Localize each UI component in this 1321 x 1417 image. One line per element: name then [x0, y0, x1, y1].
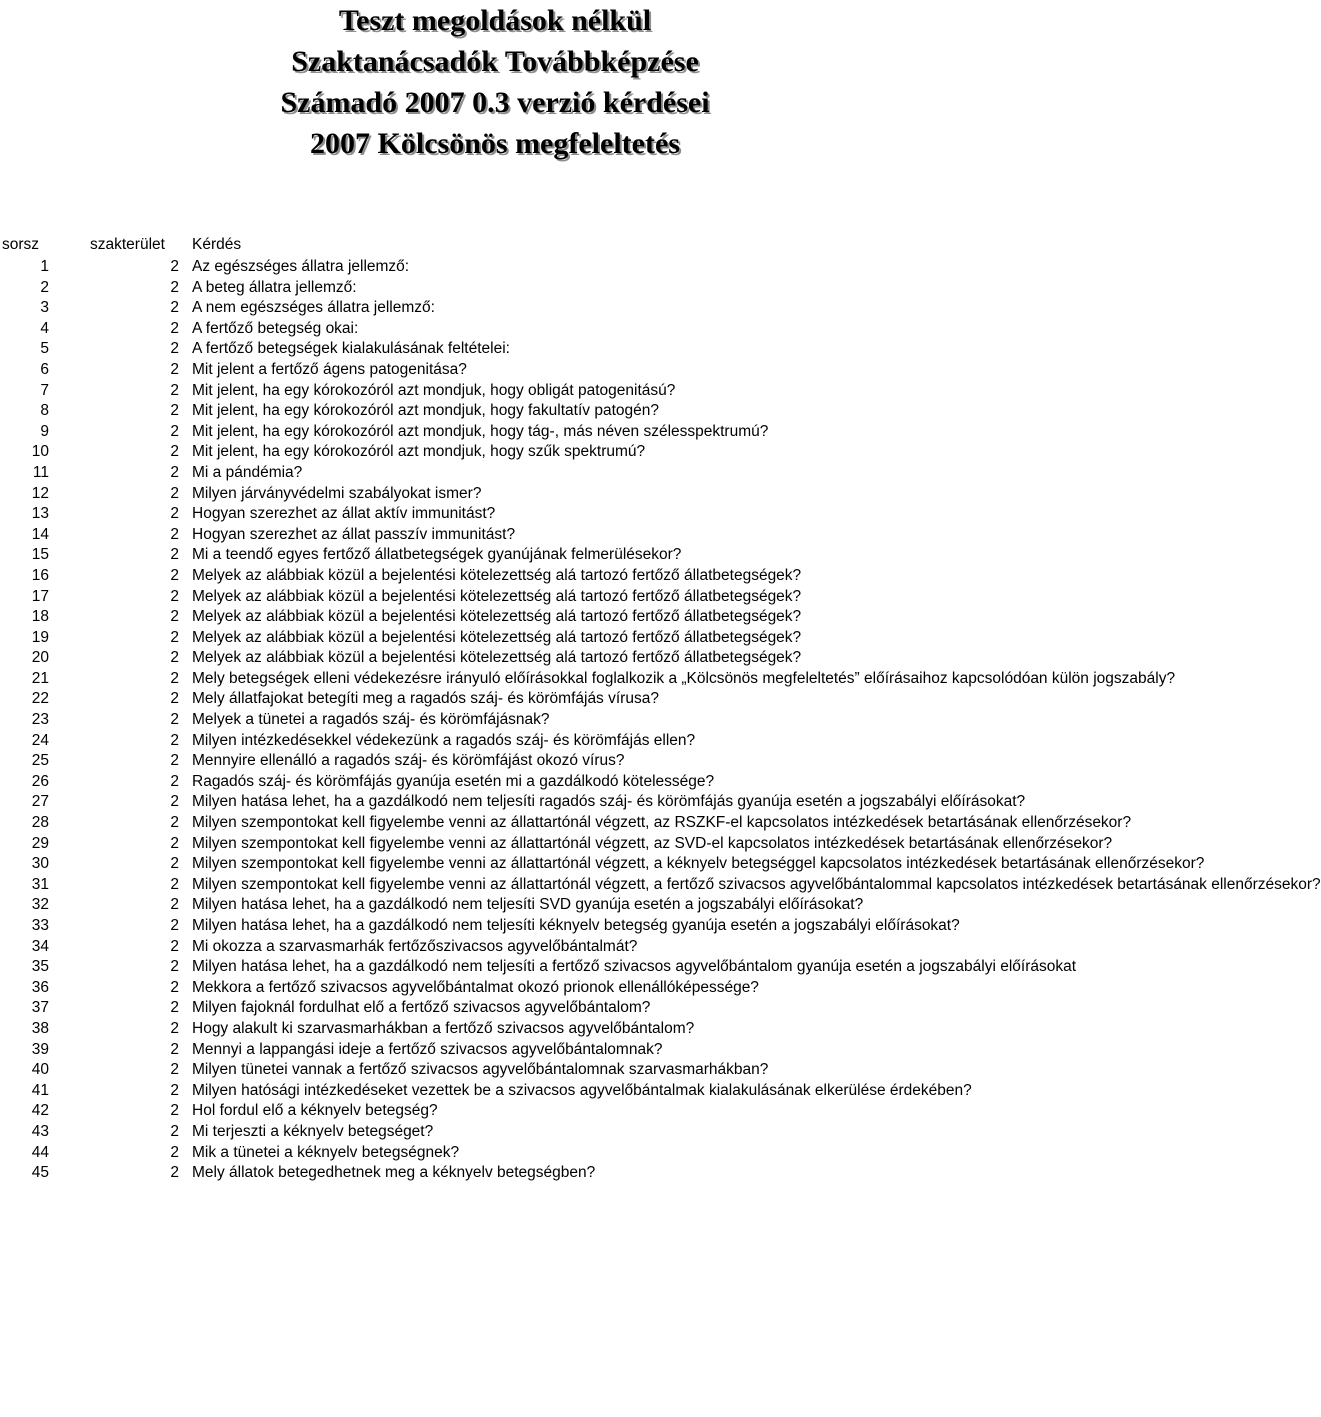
- row-question: Mi okozza a szarvasmarhák fertőzőszivacsos agyvelőbántalmát?: [192, 937, 638, 955]
- table-row: [0, 381, 960, 402]
- row-szakterulet: 2: [170, 360, 179, 378]
- row-szakterulet: 2: [170, 525, 179, 543]
- row-question: Milyen hatása lehet, ha a gazdálkodó nem teljesíti kéknyelv betegség gyanúja esetén a jogszabályi előírásokat?: [192, 917, 960, 934]
- row-question: Mennyi a lappangási ideje a fertőző szivacsos agyvelőbántalomnak?: [192, 1040, 663, 1058]
- table-row: [0, 607, 960, 628]
- table-row: [0, 772, 960, 793]
- row-number: 45: [31, 1164, 49, 1182]
- row-question: Mi a teendő egyes fertőző állatbetegségek gyanújának felmerülésekor?: [192, 546, 682, 564]
- row-szakterulet: 2: [170, 566, 179, 584]
- row-number: 6: [40, 360, 49, 378]
- row-question: Mit jelent a fertőző ágens patogenitása?: [192, 360, 467, 378]
- row-question: Mit jelent, ha egy kórokozóról azt mondjuk, hogy tág-, más néven szélesspektrumú?: [192, 422, 769, 440]
- row-number: 1: [40, 258, 49, 275]
- table-row: [0, 463, 960, 484]
- row-szakterulet: 2: [170, 855, 179, 873]
- table-row: [0, 669, 960, 690]
- table-row: [0, 998, 960, 1019]
- row-number: 36: [31, 978, 49, 996]
- row-question: Ragadós száj- és körömfájás gyanúja esetén mi a gazdálkodó kötelessége?: [192, 772, 715, 790]
- row-szakterulet: 2: [170, 443, 179, 461]
- title-line-2: Szaktanácsadók Továbbképzése: [291, 45, 699, 78]
- row-question: Mik a tünetei a kéknyelv betegségnek?: [192, 1143, 460, 1161]
- row-number: 8: [40, 402, 49, 420]
- row-szakterulet: 2: [170, 505, 179, 523]
- row-number: 22: [31, 690, 49, 708]
- row-number: 4: [40, 319, 49, 337]
- table-row: [0, 916, 960, 937]
- table-row: [0, 895, 960, 916]
- table-row: [0, 813, 960, 834]
- row-number: 32: [31, 896, 49, 914]
- table-row: [0, 339, 960, 360]
- row-szakterulet: 2: [170, 587, 179, 605]
- row-szakterulet: 2: [170, 299, 179, 317]
- row-szakterulet: 2: [170, 422, 179, 440]
- row-question: Milyen szempontokat kell figyelembe venni az állattartónál végzett, a kéknyelv betegséggel kapcsolatos intézkedések betartásának ellenőrzésekor?: [192, 855, 1205, 873]
- row-number: 25: [31, 752, 49, 770]
- row-szakterulet: 2: [170, 608, 179, 626]
- table-header: [0, 235, 960, 255]
- header-kerdes: Kérdés: [192, 236, 242, 253]
- row-number: 14: [31, 525, 49, 543]
- row-szakterulet: 2: [170, 772, 179, 790]
- row-number: 42: [31, 1102, 49, 1120]
- row-question: Mi a pándémia?: [192, 463, 303, 481]
- row-number: 43: [31, 1122, 49, 1140]
- row-question: Melyek az alábbiak közül a bejelentési kötelezettség alá tartozó fertőző állatbetegségek?: [192, 608, 802, 626]
- row-question: Hogyan szerezhet az állat aktív immunitást?: [192, 505, 496, 523]
- table-row: [0, 731, 960, 752]
- row-number: 3: [40, 299, 49, 317]
- row-question: Milyen hatása lehet, ha a gazdálkodó nem teljesíti ragadós száj- és körömfájás gyanúja esetén a jogszabályi előírásokat?: [192, 793, 1026, 811]
- table-row: [0, 1143, 960, 1164]
- row-number: 16: [31, 566, 49, 584]
- title-line-3: Számadó 2007 0.3 verzió kérdései: [280, 86, 710, 119]
- row-number: 41: [31, 1081, 49, 1099]
- row-szakterulet: 2: [170, 834, 179, 852]
- row-szakterulet: 2: [170, 690, 179, 708]
- row-szakterulet: 2: [170, 793, 179, 811]
- row-number: 5: [40, 340, 49, 358]
- table-row: [0, 360, 960, 381]
- row-question: Mekkora a fertőző szivacsos agyvelőbántalmat okozó prionok ellenállóképessége?: [192, 978, 759, 996]
- row-number: 23: [31, 711, 49, 729]
- row-number: 39: [31, 1040, 49, 1058]
- row-szakterulet: 2: [170, 814, 179, 832]
- row-number: 44: [31, 1143, 49, 1161]
- row-number: 15: [31, 546, 49, 564]
- row-question: Milyen tünetei vannak a fertőző szivacsos agyvelőbántalomnak szarvasmarhákban?: [192, 1061, 769, 1079]
- row-szakterulet: 2: [170, 752, 179, 770]
- row-number: 19: [31, 628, 49, 646]
- row-szakterulet: 2: [170, 896, 179, 914]
- row-number: 2: [40, 278, 49, 296]
- table-row: [0, 957, 960, 978]
- row-question: Mit jelent, ha egy kórokozóról azt mondjuk, hogy obligát patogenitású?: [192, 381, 676, 399]
- row-question: Milyen intézkedésekkel védekezünk a ragadós száj- és körömfájás ellen?: [192, 731, 696, 749]
- row-question: Mit jelent, ha egy kórokozóról azt mondjuk, hogy fakultatív patogén?: [192, 402, 659, 420]
- row-number: 33: [31, 917, 49, 934]
- row-szakterulet: 2: [170, 628, 179, 646]
- table-row: [0, 442, 960, 463]
- table-row: [0, 1101, 960, 1122]
- row-szakterulet: 2: [170, 958, 179, 976]
- row-szakterulet: 2: [170, 649, 179, 667]
- row-szakterulet: 2: [170, 875, 179, 893]
- row-szakterulet: 2: [170, 319, 179, 337]
- row-number: 27: [31, 793, 49, 811]
- table-row: [0, 648, 960, 669]
- table-row: [0, 484, 960, 505]
- row-szakterulet: 2: [170, 381, 179, 399]
- row-number: 37: [31, 999, 49, 1017]
- title-line-4: 2007 Kölcsönös megfeleltetés: [310, 127, 680, 160]
- table-row: [0, 587, 960, 608]
- row-number: 18: [31, 608, 49, 626]
- row-number: 30: [31, 855, 49, 873]
- row-szakterulet: 2: [170, 546, 179, 564]
- table-row: [0, 792, 960, 813]
- row-question: Milyen hatása lehet, ha a gazdálkodó nem teljesíti a fertőző szivacsos agyvelőbántalom gyanúja esetén a jogszabályi előírásokat: [192, 958, 1077, 976]
- table-row: [0, 278, 960, 299]
- row-number: 34: [31, 937, 49, 955]
- question-table-body: [0, 257, 1321, 1184]
- table-row: [0, 1122, 960, 1143]
- row-number: 26: [31, 772, 49, 790]
- header-szakterulet: szakterület: [90, 236, 165, 253]
- row-question: Mely állatfajokat betegíti meg a ragadós száj- és körömfájás vírusa?: [192, 690, 659, 708]
- row-szakterulet: 2: [170, 278, 179, 296]
- row-szakterulet: 2: [170, 1040, 179, 1058]
- row-szakterulet: 2: [170, 1122, 179, 1140]
- row-szakterulet: 2: [170, 340, 179, 358]
- row-szakterulet: 2: [170, 1061, 179, 1079]
- table-row: [0, 628, 960, 649]
- row-number: 12: [31, 484, 49, 502]
- table-row: [0, 566, 960, 587]
- table-row: [0, 257, 960, 278]
- table-row: [0, 710, 960, 731]
- row-szakterulet: 2: [170, 402, 179, 420]
- table-row: [0, 834, 960, 855]
- table-row: [0, 1040, 960, 1061]
- row-question: Hogy alakult ki szarvasmarhákban a fertőző szivacsos agyvelőbántalom?: [192, 1019, 695, 1037]
- row-szakterulet: 2: [170, 484, 179, 502]
- row-number: 10: [31, 443, 49, 461]
- row-number: 24: [31, 731, 49, 749]
- row-question: Mi terjeszti a kéknyelv betegséget?: [192, 1122, 434, 1140]
- row-question: Melyek az alábbiak közül a bejelentési kötelezettség alá tartozó fertőző állatbetegségek?: [192, 566, 802, 584]
- table-row: [0, 525, 960, 546]
- table-row: [0, 545, 960, 566]
- row-number: 28: [31, 814, 49, 832]
- row-question: Mely betegségek elleni védekezésre irányuló előírásokkal foglalkozik a „Kölcsönös megfeleltetés” előírásaihoz kapcsolódóan külön jogszabály?: [192, 669, 1176, 687]
- header-sorsz: sorsz: [2, 236, 40, 253]
- row-question: A beteg állatra jellemző:: [192, 278, 357, 296]
- row-szakterulet: 2: [170, 463, 179, 481]
- table-row: [0, 298, 960, 319]
- table-row: [0, 1163, 960, 1184]
- row-szakterulet: 2: [170, 1164, 179, 1182]
- title-line-1: Teszt megoldások nélkül: [338, 4, 652, 37]
- row-question: A fertőző betegség okai:: [192, 319, 359, 337]
- row-szakterulet: 2: [170, 937, 179, 955]
- row-number: 11: [32, 463, 49, 481]
- row-question: Hogyan szerezhet az állat passzív immunitást?: [192, 525, 516, 543]
- row-number: 35: [31, 958, 49, 976]
- table-row: [0, 751, 960, 772]
- row-question: Mely állatok betegedhetnek meg a kéknyelv betegségben?: [192, 1164, 596, 1182]
- document-title: [0, 0, 990, 164]
- row-number: 40: [31, 1061, 49, 1079]
- row-szakterulet: 2: [170, 1019, 179, 1037]
- row-szakterulet: 2: [170, 1102, 179, 1120]
- row-question: Melyek a tünetei a ragadós száj- és körömfájásnak?: [192, 711, 550, 729]
- row-question: Milyen szempontokat kell figyelembe venni az állattartónál végzett, a fertőző szivacsos agyvelőbántalommal kapcsolatos intézkedések betartásának ellenőrzésekor?: [192, 875, 1321, 893]
- row-szakterulet: 2: [170, 999, 179, 1017]
- row-szakterulet: 2: [170, 1081, 179, 1099]
- row-question: Az egészséges állatra jellemző:: [192, 258, 410, 275]
- row-question: Mennyire ellenálló a ragadós száj- és körömfájást okozó vírus?: [192, 752, 625, 770]
- row-szakterulet: 2: [170, 669, 179, 687]
- table-row: [0, 504, 960, 525]
- row-szakterulet: 2: [170, 978, 179, 996]
- row-szakterulet: 2: [170, 711, 179, 729]
- row-number: 21: [31, 669, 49, 687]
- row-szakterulet: 2: [170, 731, 179, 749]
- table-row: [0, 1019, 960, 1040]
- row-question: A fertőző betegségek kialakulásának feltételei:: [192, 340, 510, 358]
- row-number: 38: [31, 1019, 49, 1037]
- table-row: [0, 1081, 960, 1102]
- row-question: Milyen hatósági intézkedéseket vezettek be a szivacsos agyvelőbántalmak kialakulásának elkerülése érdekében?: [192, 1081, 972, 1099]
- row-question: Milyen járványvédelmi szabályokat ismer?: [192, 484, 482, 502]
- row-number: 17: [31, 587, 49, 605]
- row-number: 31: [31, 875, 49, 893]
- table-row: [0, 689, 960, 710]
- table-row: [0, 401, 960, 422]
- row-question: Melyek az alábbiak közül a bejelentési kötelezettség alá tartozó fertőző állatbetegségek?: [192, 628, 802, 646]
- table-row: [0, 319, 960, 340]
- row-szakterulet: 2: [170, 917, 179, 934]
- table-row: [0, 1060, 960, 1081]
- row-question: Hol fordul elő a kéknyelv betegség?: [192, 1102, 438, 1120]
- row-number: 7: [40, 381, 49, 399]
- row-question: Mit jelent, ha egy kórokozóról azt mondjuk, hogy szűk spektrumú?: [192, 443, 646, 461]
- row-question: Melyek az alábbiak közül a bejelentési kötelezettség alá tartozó fertőző állatbetegségek?: [192, 587, 802, 605]
- table-row: [0, 978, 960, 999]
- question-table: [0, 257, 1321, 1184]
- row-question: Milyen fajoknál fordulhat elő a fertőző szivacsos agyvelőbántalom?: [192, 999, 651, 1017]
- row-number: 9: [40, 422, 49, 440]
- row-question: Milyen hatása lehet, ha a gazdálkodó nem teljesíti SVD gyanúja esetén a jogszabályi előírásokat?: [192, 896, 864, 914]
- row-question: Milyen szempontokat kell figyelembe venni az állattartónál végzett, az SVD-el kapcsolatos intézkedések betartásának ellenőrzésekor?: [192, 834, 1113, 852]
- row-szakterulet: 2: [170, 258, 179, 275]
- table-row: [0, 875, 960, 896]
- row-question: A nem egészséges állatra jellemző:: [192, 299, 435, 317]
- row-question: Milyen szempontokat kell figyelembe venni az állattartónál végzett, az RSZKF-el kapcsolatos intézkedések betartásának ellenőrzésekor?: [192, 814, 1132, 832]
- row-number: 29: [31, 834, 49, 852]
- table-row: [0, 937, 960, 958]
- row-number: 20: [31, 649, 49, 667]
- row-number: 13: [31, 505, 49, 523]
- table-row: [0, 422, 960, 443]
- row-question: Melyek az alábbiak közül a bejelentési kötelezettség alá tartozó fertőző állatbetegségek?: [192, 649, 802, 667]
- table-row: [0, 854, 960, 875]
- row-szakterulet: 2: [170, 1143, 179, 1161]
